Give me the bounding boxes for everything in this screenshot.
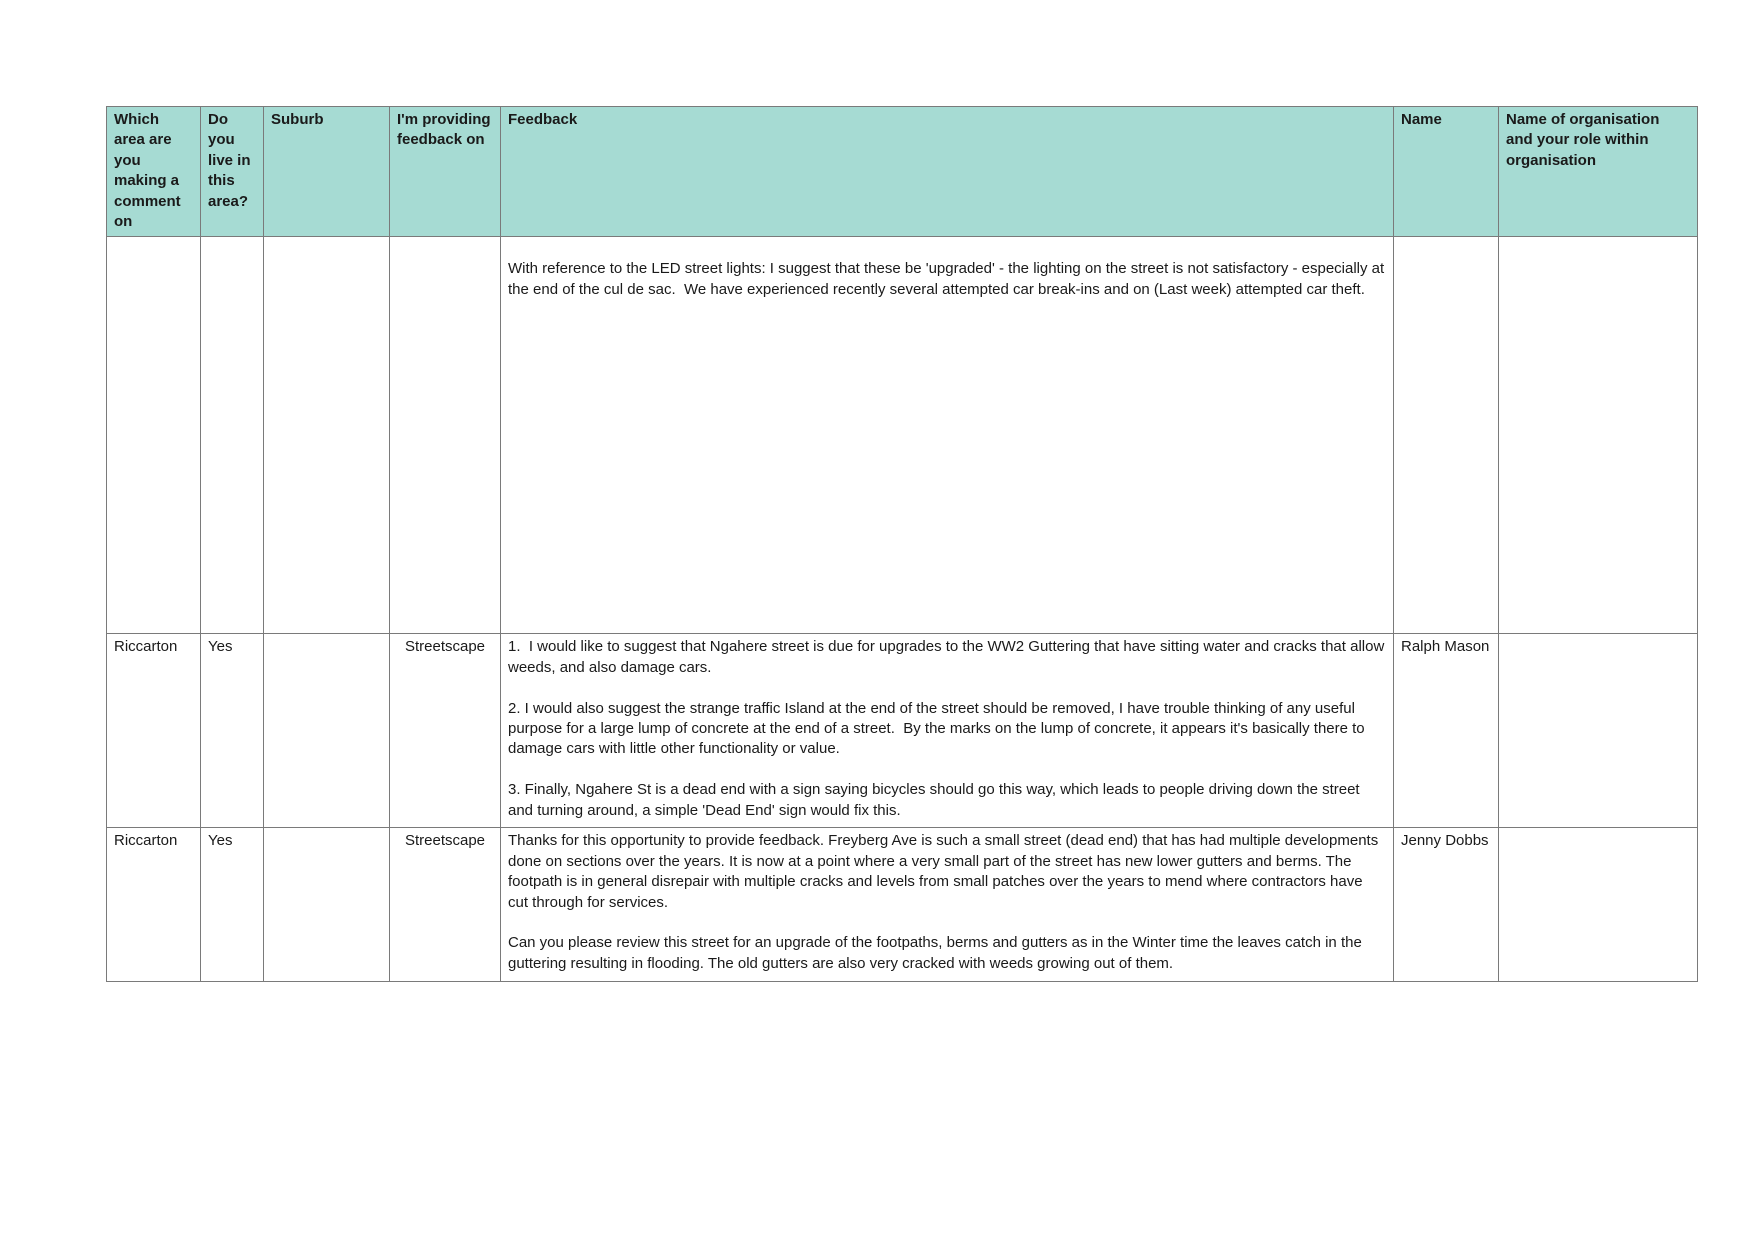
header-feedback: Feedback [501,107,1394,237]
table-row [107,828,1698,982]
cell-suburb [264,828,390,982]
cell-feedback-on [390,237,501,634]
cell-live-in-area: Yes [201,634,264,828]
cell-feedback-on: Streetscape [390,634,501,828]
header-row [107,107,1698,237]
cell-organisation [1499,237,1698,634]
cell-area [107,237,201,634]
cell-feedback: 1. I would like to suggest that Ngahere street is due for upgrades to the WW2 Guttering that have sitting water and cracks that allow weeds, and also damage cars. 2. I would also suggest the strange traffic Island at the end of the street should be removed, I have trouble thinking of any useful purpose for a large lump of concrete at the end of a street. By the marks on the lump of concrete, it appears it's basically there to damage cars with little other functionality or value. 3. Finally, Ngahere St is a dead end with a sign saying bicycles should go this way, which leads to people driving down the street and turning around, a simple 'Dead End' sign would fix this. [501,634,1394,828]
cell-area: Riccarton [107,634,201,828]
header-feedback-on: I'm providing feedback on [390,107,501,237]
table-row [107,237,1698,634]
cell-feedback: With reference to the LED street lights: I suggest that these be 'upgraded' - the lighting on the street is not satisfactory - especially at the end of the cul de sac. We have experienced recently several attempted car break-ins and on (Last week) attempted car theft. [501,237,1394,634]
cell-area: Riccarton [107,828,201,982]
cell-name: Jenny Dobbs [1394,828,1499,982]
header-area: Which area are you making a comment on [107,107,201,237]
cell-suburb [264,237,390,634]
feedback-table [106,106,1698,982]
header-organisation: Name of organisation and your role within organisation [1499,107,1698,237]
cell-live-in-area [201,237,264,634]
cell-organisation [1499,634,1698,828]
header-suburb: Suburb [264,107,390,237]
header-live-in-area: Do you live in this area? [201,107,264,237]
cell-name: Ralph Mason [1394,634,1499,828]
cell-feedback: Thanks for this opportunity to provide feedback. Freyberg Ave is such a small street (dead end) that has had multiple developments done on sections over the years. It is now at a point where a very small part of the street has new lower gutters and berms. The footpath is in general disrepair with multiple cracks and levels from small patches over the years to mend where contractors have cut through for services. Can you please review this street for an upgrade of the footpaths, berms and gutters as in the Winter time the leaves catch in the guttering resulting in flooding. The old gutters are also very cracked with weeds growing out of them. [501,828,1394,982]
cell-feedback-on: Streetscape [390,828,501,982]
cell-suburb [264,634,390,828]
cell-name [1394,237,1499,634]
header-name: Name [1394,107,1499,237]
cell-organisation [1499,828,1698,982]
table-row [107,634,1698,828]
cell-live-in-area: Yes [201,828,264,982]
